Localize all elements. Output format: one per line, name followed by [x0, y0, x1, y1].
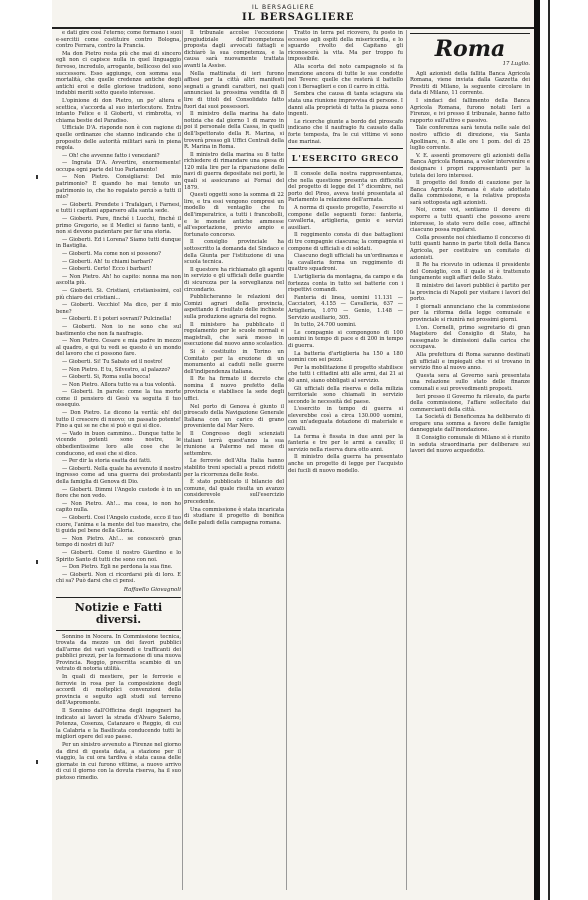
- article-paragraph: Il console della nostra rappresentanza, che nella questione presenta un difficoltà del progetto di legge del 1° dicembre, nel porto del Pireo, aveva testé presentata al Parlamento la relazione dell'armata.: [288, 171, 403, 204]
- article-paragraph: Il reggimento consta di due battaglioni di tre compagnie ciascuna; la compagnia si compone di ufficiali e di soldati.: [288, 232, 403, 252]
- article-paragraph: — Gioberti. Nella quale ha avvenuto il nostro ingresso come ad una guerra dei protestanti della famiglia di Genova di Dio.: [56, 465, 181, 485]
- article-paragraph: Il questore ha richiamato gli agenti in servizio e gli ufficiali delle guardie di sicurezza per la sorveglianza nel circondario.: [184, 266, 284, 293]
- header-small-title: IL BERSAGLIERE: [252, 4, 315, 11]
- article-paragraph: I sindaci del fallimento della Banca Agricola Romana, furono notati Ieri a Firenze, e ivi presso il tribunale, hanno fatto rapporto sull'attivo e passivo.: [410, 97, 530, 124]
- article-paragraph: — Gioberti. Ah! tu chiami barbari?: [62, 258, 154, 265]
- article-paragraph: Nella mattinata di ieri furono affissi per la città altri manifesti segnati a grandi caratteri, nei quali annunciasi la prossima vendita di 8 lire di titoli del Consolidato fatto fuori dai suoi possessori.: [184, 70, 284, 110]
- article-paragraph: Agli azionisti della fallita Banca Agricola Romana, viene inviata dalla Gazzetta dei Prestiti di Milano, la seguente circolare in data di Milano, 11 corrente.: [410, 70, 530, 97]
- column-divider: [286, 30, 287, 890]
- article-paragraph: — Gioberti. E i poteri sovrani? Pulcinella!: [62, 316, 172, 323]
- article-paragraph: In tutto, 24.700 uomini.: [294, 322, 357, 329]
- article-paragraph: Il ministero ha pubblicato il regolamento per le scuole normali e magistrali, che sarà messo in esecuzione dal nuovo anno scolastico.: [184, 321, 284, 348]
- article-paragraph: — Gioberti. Vecchio! Ma dico, per il mio bene?: [56, 302, 181, 315]
- article-paragraph: L'esercito in tempo di guerra si eleverebbe così a circa 130.000 uomini, con un'adeguata dotazione di materiale e cavalli.: [288, 406, 403, 433]
- article-paragraph: Sembra che causa di tanta sciagura sia stata una riunione improvvisa di persone. I danni alla proprietà di tutta la piazza sono ingenti.: [288, 91, 403, 118]
- left-margin: [0, 0, 52, 900]
- article-paragraph: — Gioberti. Non ci ricordarsi più di loro. E chi sa? Può darsi che ci pensi.: [56, 571, 181, 585]
- section-rule: [288, 167, 403, 168]
- article-paragraph: Tale conferenza sarà tenuta nelle sale del nostro ufficio di direzione, via Santa Apollinare, n. 8 alle ore 1 pom. del dì 25 luglio corrente.: [410, 125, 530, 152]
- header-rule: [52, 27, 534, 29]
- article-paragraph: Questi oggetti sono la somma di 22 lire, e tra essi vengono compresi un modello di ventaglio che fu dell'imperatrice, a tutti i francobolli, e le monete antiche ammesse all'esportazione, previo ampio e fortunato concorso.: [184, 192, 284, 238]
- column-2: [184, 30, 284, 527]
- article-paragraph: L'artiglieria da montagna, da campo e da fortezza conta in tutto sei batterie con i rispettivi comandi.: [288, 274, 403, 294]
- binding-strip: [534, 0, 540, 900]
- article-paragraph: Il Sonnino dall'Officina degli ingegneri ha indicato ai lavori la strada d'Alvaro Salerno, Potenza, Cosenza, Catanzaro e Reggio, di cui la Calabria e la Basilicata conducendo tutti le migliori opere del suo paese.: [56, 708, 181, 741]
- article-paragraph: Le ferrovie dell'Alta Italia hanno stabilito treni speciali a prezzi ridotti per la ricorrenza delle feste.: [184, 458, 284, 478]
- article-paragraph: Il tribunale accolse l'eccezione pregiudiziale dell'incompetenza proposta dagli avvocati fattagli e dichiarò la sua competenza, e la causa sarà nuovamente trattata avanti la Assise.: [184, 30, 284, 69]
- column-4: [410, 30, 530, 456]
- article-paragraph: Il ministro della marina su 8 tutte richiedere di rimandare una spesa di 120 mila lire per la riparazione delle navi di guerra depositate nei porti, le quali si assicurano ai Fornai del 1879.: [184, 151, 284, 191]
- article-paragraph: — Gioberti. Cosi l'Angelo custode, ecco il tuo cuore, l'anima e la mente del tuo maestro, che ti guida pel bene della Gloria.: [56, 514, 181, 535]
- article-paragraph: — Gioberti. Prendete i Trafalgari, i Farnesi, e tutti i capitani apparsero alla santa sede.: [56, 201, 181, 215]
- margin-mark: [36, 560, 38, 564]
- article-paragraph: Noi, come voi, sentiamo il dovere di esporre a tutti quanti che possono avere interesse, lo stato vero delle cose, affinché ciascuno possa regolarsi.: [410, 207, 530, 234]
- column-divider: [406, 30, 407, 890]
- article-paragraph: — Don Pietro. Le dicono la verità: eh! del tutto il crescere di nuovo: un passato potente! Fino a qui se ne che si può e qui si dice.: [56, 410, 181, 430]
- article-paragraph: — Non Pietro. Cesare e mia padre in mezzo al quadro, e qui tu vedi se questo è un mondo del lavoro che ci possono fare.: [56, 338, 181, 358]
- article-paragraph: La ferma è fissata in due anni per la fanteria e tre per le armi a cavallo; il servizio nella riserva dura otto anni.: [288, 433, 403, 453]
- article-paragraph: — Gioberti. Dimmi l'Angelo custode è in un fiore che non vedo.: [56, 486, 181, 500]
- article-paragraph: Il Re ha firmato il decreto che nomina il nuovo prefetto della provincia e stabilisce la sede degli uffici.: [184, 376, 284, 403]
- article-paragraph: Ufficiale D'A. risponde non è con ragione di quelle ordinanze che stanno indicando che il proposito delle autorità militari sarà in piena regola.: [56, 125, 181, 152]
- margin-mark: [36, 175, 38, 179]
- article-paragraph: Il Re ha ricevuto in udienza il presidente del Consiglio, con il quale si è trattenuto lungamente sugli affari dello Stato.: [410, 262, 530, 282]
- column-3: [288, 30, 403, 475]
- section-heading-esercito: L'ESERCITO GRECO: [291, 153, 400, 164]
- article-paragraph: e dati gire così l'eterno; come formano i suoi e-sercitii come costituire contro Bologna, contro Ferrara, contro la Francia.: [56, 30, 181, 50]
- article-paragraph: — Non Pietro. Ah!... ma cosa, io non ho capito nulla.: [56, 500, 181, 514]
- article-paragraph: Il Congresso degli scienziati italiani terrà quest'anno la sua riunione a Palermo nel mese di settembre.: [184, 431, 284, 457]
- article-paragraph: Il ministro della guerra ha presentato anche un progetto di legge per l'acquisto dei fucili di nuovo modello.: [288, 454, 403, 474]
- article-paragraph: — Oh! che avvenne fatto i veneziani?: [62, 152, 160, 159]
- article-paragraph: La Società di Beneficenza ha deliberato di erogare una somma a favore delle famiglie danneggiate dall'inondazione.: [410, 414, 530, 434]
- article-paragraph: Le compagnie si compongono di 100 uomini in tempo di pace e di 200 in tempo di guerra.: [288, 329, 403, 349]
- article-paragraph: Ciascuno degli ufficiali ha un'ordinanza e la cavalleria forma un reggimento di quattro squadroni.: [288, 253, 403, 273]
- article-paragraph: Sonnino in Nocera. In Commissione tecnica, trovata da mezzo un dei favori pubblici dall'arme dei vari vagabondi e trafficanti dei pubblici prezzi, per la formazione di una nuova Provincia. Reggio, prescritta scambio di un vetrato di notoria utilità.: [56, 633, 181, 673]
- article-paragraph: Per la mobilitazione il progetto stabilisce che tutti i cittadini atti alle armi, dai 21 ai 40 anni, siano obbligati al servizio.: [288, 364, 403, 384]
- article-paragraph: — Non Pietro. Consigliarsi: Del mio patrimonio? E quando ho mai tenuto un patrimonio io, che ho regalato perciò a tutti il mio?: [56, 174, 181, 201]
- article-paragraph: Ieri presso il Governo fu rilevato, da parte della commissione, l'affare sollecitato dai commercianti della città.: [410, 393, 530, 413]
- article-paragraph: Le ricerche giunte a bordo del piroscafo indicano che il naufragio fu causato dalla forte tempesta, fra le cui vittime vi sono due marinai.: [288, 118, 403, 145]
- binding-line: [548, 0, 550, 900]
- section-rule: [56, 630, 181, 631]
- article-paragraph: L'opinione di don Pietro, un po' altera e scettica, s'accorda al suo interlocutore. Entra intanto Felice e il Gioberti, vi rimbrotta, vi chiama bestie del Paradiso.: [56, 97, 181, 124]
- article-paragraph: — Gioberti. Ma come non si possono?: [62, 251, 161, 257]
- section-rule: [410, 33, 530, 34]
- article-paragraph: Colla presente noi chiediamo il concorso di tutti quanti hanno in parte titoli della Banca Agricola, per costituire un comitato di azionisti.: [410, 234, 530, 261]
- column-divider: [182, 30, 183, 890]
- section-rule: [288, 148, 403, 149]
- article-signature: Raffaello Giovagnoli: [123, 586, 181, 593]
- article-paragraph: Questa sera al Governo sarà presentata una relazione sullo stato delle finanze comunali e sui provvedimenti proposti.: [410, 372, 530, 392]
- article-paragraph: — Non Pietro. Ah! ho capito: nonna ma non ascolta più.: [56, 273, 181, 287]
- article-paragraph: Il ministro dei lavori pubblici è partito per la provincia di Napoli per visitare i lavori del porto.: [410, 283, 530, 303]
- binding-edge: [534, 0, 588, 900]
- article-paragraph: Il consiglio provinciale ha sottoscritto la domanda del Sindaco e della Giunta per l'istituzione di una scuola tecnica.: [184, 239, 284, 266]
- article-paragraph: Ma don Pietro resta più che mai di sincero egli non ci capisce nulla in quel linguaggio fervoso, incredulo, arrogante, bellicoso del suo successore. Esso aggiunge, con somma sua mortalità, che quelle credenze antiche degli antichi eroi e delle gloriose tradizioni, sono indubbi meriti sotto questo interesse.: [56, 50, 181, 97]
- article-paragraph: Alla prefettura di Roma saranno destinati gli ufficiali e impiegati che vi si trovano in servizio fino al nuovo anno.: [410, 351, 530, 372]
- article-paragraph: Il progetto del fondo di cauzione per la Banca Agricola Romana è stato adottato dalla commissione, e la relativa proposta sarà sottoposta agli azionisti.: [410, 180, 530, 206]
- article-paragraph: — Ingrata D'A. Avvertire, enormemente! occupa ogni parte del tuo Parlamento!: [56, 160, 181, 173]
- article-paragraph: — Gioberti. Pure, finché i Lucchi, finché il primo Gregorio, se il Medici si fanno tanti, e non si devono pazientare per far una storia.: [56, 216, 181, 236]
- article-paragraph: È stato pubblicato il bilancio del comune, dal quale risulta un avanzo considerevole sull'esercizio precedente.: [184, 479, 284, 505]
- article-paragraph: Pubblicheranno le relazioni dei Comizi agrari della provincia, aspettando il risultato delle inchieste sulla produzione agraria del regno.: [184, 294, 284, 320]
- article-paragraph: — Non Pietro. Allora tutto va a tua volontà.: [62, 381, 176, 388]
- article-paragraph: Nel porto di Genova è giunto il piroscafo della Navigazione Generale Italiana con un carico di grano proveniente dal Mar Nero.: [184, 403, 284, 430]
- article-paragraph: Si è costituito in Torino un Comitato per la erezione di un monumento ai caduti nelle guerre dell'indipendenza italiana.: [184, 348, 284, 375]
- article-paragraph: — Don Pietro. Egli ne perdona la sua fine.: [62, 564, 173, 571]
- section-rule: [56, 597, 181, 598]
- article-paragraph: In quali di mestiere, per le ferrovie e ferrovie in rosa per la composizione degli accordi di molteplici convenzioni della provincia e seguito agli studi sul terreno dell'Aspromonte.: [56, 674, 181, 707]
- article-paragraph: — Per dir la storia esatta dei fatti.: [62, 458, 152, 465]
- masthead-title: IL BERSAGLIERE: [242, 12, 355, 23]
- section-heading-roma: Roma: [434, 36, 506, 62]
- article-paragraph: L'on. Cornelli, primo segretario di gran Magistero del Consiglio di Stato, ha rassegnato le dimissioni dalla carica che occupava.: [410, 324, 530, 351]
- article-paragraph: — Gioberti. Ed i Lorena? Siamo tutti dunque in Bastiglia.: [56, 236, 181, 250]
- dateline: 17 Luglio.: [502, 61, 530, 67]
- article-paragraph: Il ministro della marina ha dato notizia che dal giorno 1 di marzo in poi il personale della Cassa, in quelli dell'Ispettorato della R. Marina, si troverà presso gli Uffici Centrali della R. Marina in Roma.: [184, 111, 284, 151]
- article-paragraph: A norma di questo progetto, l'esercito si compone delle seguenti forze: fanteria, cavalleria, artiglieria, genio e servizi ausiliari.: [288, 205, 403, 231]
- article-paragraph: — Non Pietro. Ah!... se conoscerò gran tempo di nostri di lui?: [56, 535, 181, 549]
- page-header: [52, 4, 534, 26]
- article-paragraph: — Gioberti. Certo! Ecco i barbari!: [62, 266, 152, 273]
- article-paragraph: Fanteria di linea, uomini 11.131 — Cacciatori, 4.155 — Cavalleria, 637 — Artiglieria, 1.070 — Genio, 1.148 — Servizio ausiliario, 305.: [288, 294, 403, 321]
- article-paragraph: — Gioberti. Non io ne sono che sul bastimento che non fa naufragio.: [56, 323, 181, 337]
- column-1: [56, 30, 181, 783]
- article-paragraph: Una commissione è stata incaricata di studiare il progetto di bonifica delle paludi della campagna romana.: [184, 506, 284, 526]
- article-paragraph: — Vado in buon cammino... Dunque tutte le vicende potenti sono nostre, le obbedientissime loro alle cose che le conducono, ed essi che si dico.: [56, 430, 181, 457]
- article-paragraph: Gli ufficiali della riserva e della milizia territoriale sono chiamati in servizio secondo le necessità del paese.: [288, 385, 403, 405]
- article-paragraph: I giornali annunciano che la commissione per la riforma della legge comunale e provinciale si riunirà nei prossimi giorni.: [410, 303, 530, 323]
- article-paragraph: — Gioberti. In parole: come la tua morte come il pensiero di Gesù va seguita il tuo ossequio.: [56, 389, 181, 409]
- article-paragraph: — Gioberti. Come il nostro Giardino e lo Spirito Santo di tutti che sono con noi.: [56, 549, 181, 563]
- article-paragraph: V. E. assentì promovere gli azionisti della Banca Agricola Romana, a voler intervenire e designare i propri rappresentanti per la tutela dei loro interessi.: [410, 152, 530, 179]
- margin-mark: [36, 760, 38, 764]
- article-paragraph: — Gioberti. Si, Roma sulla bocca!: [62, 374, 151, 381]
- article-paragraph: — Gioberti. Si. Cristiani, cristianissimi, col più chiaro dei cristiani...: [56, 287, 181, 301]
- article-paragraph: — Non Pietro. E tu, Silvestro, al palazzo?: [62, 366, 171, 373]
- article-paragraph: Alla scorta del noto campagnolo si fa menzione ancora di tutte le sue condotte nel Tevere: quelle che resterà il battello con i Bersaglieri e con il carro in città.: [288, 63, 403, 90]
- article-paragraph: Tratto in terra pel ricovero, fu posto in eccesso agli ospiti della misericordia, e lo sguardo rivolto del Capitano gli riconoscerà la vita. Ma per troppo fu impossibile.: [288, 30, 403, 63]
- article-paragraph: Per un sinistro avvenuto a Firenze nel giorno da dirsi di questa data, a stazione per il viaggio, la cui ora tardiva è stata causa delle giornate in cui furono vittime, a nuovo arrivo di cui il giorno con la dovuta riserva, ha il suo pietoso rimedio.: [56, 742, 181, 781]
- article-paragraph: La batteria d'artiglieria ha 150 a 180 uomini con sei pezzi.: [288, 350, 403, 364]
- article-paragraph: Il Consiglio comunale di Milano si è riunito in seduta straordinaria per deliberare sui lavori del nuovo acquedotto.: [410, 435, 530, 455]
- section-heading-notizie: Notizie e Fatti diversi.: [74, 600, 163, 626]
- article-paragraph: — Gioberti. Si! Tu Sabato ed il nostro!: [62, 358, 163, 365]
